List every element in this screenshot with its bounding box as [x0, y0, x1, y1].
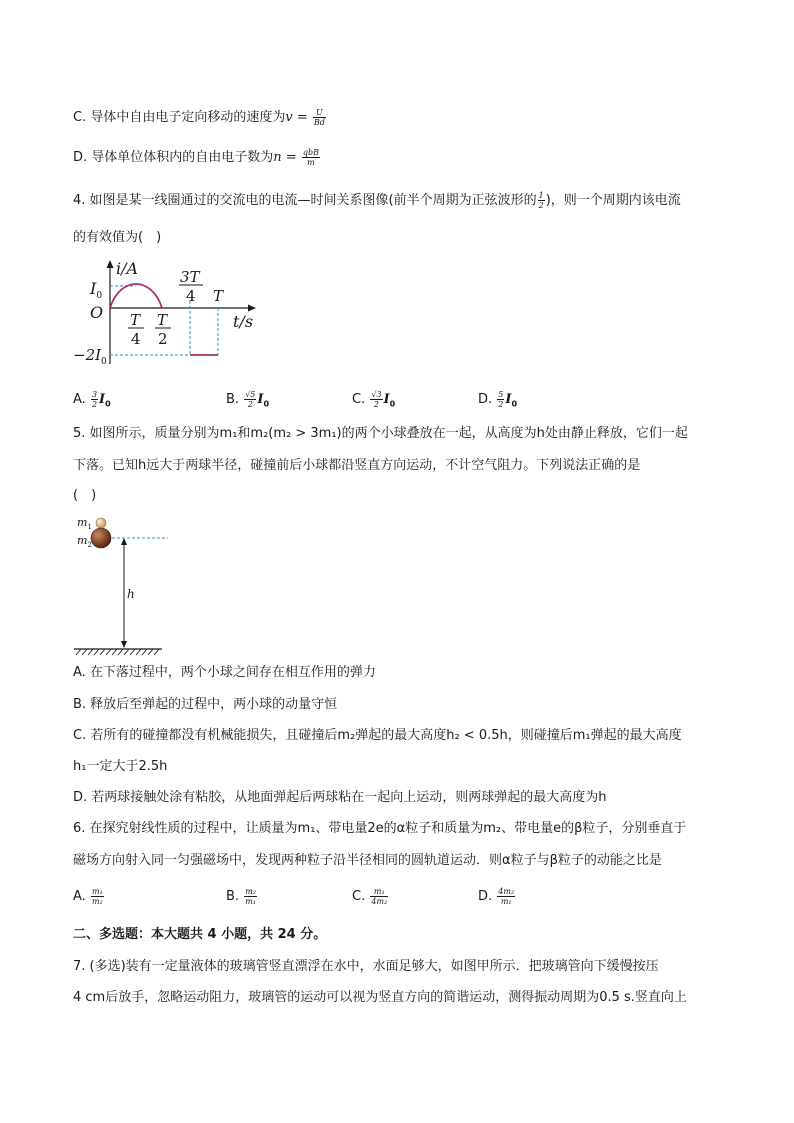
neg-2i0-label: $-2I_0$ — [73, 346, 107, 367]
fraction-numerator: 5 — [498, 390, 504, 399]
q3-option-d — [73, 148, 321, 167]
t34-num: 3T — [180, 268, 200, 286]
q3-option-c-math: v = — [285, 110, 308, 125]
option-fraction — [244, 390, 256, 409]
option-symbol: I — [99, 392, 106, 407]
option-label: D. — [478, 392, 493, 407]
option-label: A. — [73, 889, 86, 904]
fraction-numerator: 3 — [91, 390, 98, 399]
fraction-numerator: m₁ — [91, 887, 103, 896]
q6-stem-line2: 磁场方向射入同一匀强磁场中，发现两种粒子沿半径相同的圆轨道运动．则α粒子与β粒子的动能之比是 — [73, 853, 662, 868]
y-axis-label: i/A — [116, 259, 139, 278]
fraction-denominator: 2 — [373, 400, 379, 409]
q7-stem-line1: 7. (多选)装有一定量液体的玻璃管竖直漂浮在水中，水面足够大，如图甲所示．把玻璃管向下缓慢按压 — [73, 959, 659, 974]
option-fraction — [244, 887, 257, 906]
section-heading-multiple-choice: 二、多选题：本大题共 4 小题，共 24 分。 — [73, 927, 327, 942]
fraction-denominator: 2 — [91, 400, 98, 409]
fraction-numerator: m₂ — [245, 887, 256, 896]
option-fraction — [370, 390, 382, 409]
fraction-denominator: m₂ — [91, 897, 103, 906]
option-symbol: I — [383, 392, 390, 407]
fraction-numerator: 4m₂ — [498, 887, 515, 896]
option-fraction — [91, 390, 98, 409]
fraction-denominator: 2 — [538, 201, 544, 210]
option-label: B. — [226, 889, 240, 904]
y-axis-arrow — [107, 260, 114, 268]
q3-option-d-fraction — [302, 148, 320, 167]
option-subscript: 0 — [263, 399, 270, 409]
option-fraction — [497, 390, 504, 409]
q4-option-c[interactable] — [352, 390, 395, 414]
fraction-numerator: m₁ — [370, 887, 388, 897]
fraction-denominator: m₁ — [245, 897, 256, 906]
ground-hatching — [76, 649, 159, 655]
q6-option-d[interactable] — [478, 887, 516, 906]
t34-den: 4 — [186, 287, 196, 305]
fraction-denominator: m — [307, 158, 315, 167]
q5-option-a[interactable]: A. 在下落过程中，两个小球之间存在相互作用的弹力 — [73, 665, 376, 680]
q5-stem-line2: 下落。已知h远大于两球半径，碰撞前后小球都沿竖直方向运动，不计空气阻力。下列说法正确的是 — [73, 458, 641, 473]
ball-m2 — [91, 528, 111, 548]
x-axis-arrow — [248, 305, 256, 312]
height-arrow-top — [121, 538, 127, 545]
q4-stem-text-end: )，则一个周期内该电流 — [545, 193, 681, 208]
q5-stem-line1: 5. 如图所示，质量分别为m₁和m₂(m₂ > 3m₁)的两个小球叠放在一起，从高度为h处由静止释放，它们一起 — [73, 426, 688, 441]
m1-label: $m_1$ — [77, 516, 92, 531]
option-label: B. — [226, 392, 240, 407]
q4-stem-line2: 的有效值为( ) — [73, 230, 162, 245]
t2-den: 2 — [158, 330, 168, 348]
i0-label: $I_0$ — [90, 279, 103, 301]
fraction-denominator: 4m₂ — [371, 897, 388, 906]
q5-option-c-line1[interactable]: C. 若所有的碰撞都没有机械能损失，且碰撞后m₂弹起的最大高度h₂ < 0.5h，则碰撞后m₁弹起的最大高度 — [73, 728, 682, 743]
h-label: h — [127, 587, 135, 601]
q5-option-d[interactable]: D. 若两球接触处涂有粘胶，从地面弹起后两球粘在一起向上运动，则两球弹起的最大高度为h — [73, 790, 607, 805]
origin-label: O — [90, 303, 104, 322]
q7-stem-line2: 4 cm后放手，忽略运动阻力，玻璃管的运动可以视为竖直方向的简谐运动，测得振动周期为0.5 s.竖直向上 — [73, 990, 687, 1005]
q4-option-b[interactable] — [226, 390, 269, 414]
q6-option-c[interactable] — [352, 887, 389, 906]
option-label: C. — [352, 392, 366, 407]
q6-option-a[interactable] — [73, 887, 105, 906]
q5-stem-line3: ( ) — [73, 488, 97, 503]
option-subscript: 0 — [389, 399, 396, 409]
x-axis-label: t/s — [233, 312, 254, 331]
q5-option-b[interactable]: B. 释放后至弹起的过程中，两小球的动量守恒 — [73, 697, 338, 712]
fraction-numerator: U — [313, 108, 326, 118]
q4-current-time-graph — [73, 256, 268, 371]
q4-half-fraction — [538, 191, 545, 210]
fraction-numerator: √3 — [371, 390, 382, 399]
q3-option-d-text: D. 导体单位体积内的自由电子数为 — [73, 150, 274, 165]
t4-num: T — [130, 311, 141, 329]
q4-stem-line1 — [73, 191, 681, 210]
fraction-denominator: m₁ — [500, 897, 512, 906]
option-subscript: 0 — [511, 399, 518, 409]
q3-option-d-math: n = — [273, 150, 297, 165]
sine-half-wave — [110, 284, 162, 308]
t2-num: T — [157, 311, 168, 329]
q5-stacked-balls-figure — [72, 512, 172, 656]
option-fraction — [497, 887, 515, 906]
q3-option-c-text: C. 导体中自由电子定向移动的速度为 — [73, 110, 286, 125]
option-label: C. — [352, 889, 366, 904]
height-arrow-bottom — [121, 641, 127, 648]
q3-option-c — [73, 108, 327, 127]
fraction-numerator: qbB — [302, 148, 319, 157]
m2-label: $m_2$ — [77, 534, 92, 549]
option-fraction — [91, 887, 104, 906]
fraction-denominator: 2 — [498, 400, 504, 409]
q4-stem-text: 4. 如图是某一线圈通过的交流电的电流—时间关系图像(前半个周期为正弦波形的 — [73, 193, 537, 208]
option-symbol: I — [505, 392, 512, 407]
fraction-numerator: 1 — [538, 191, 544, 200]
t-label: T — [213, 287, 224, 305]
q6-option-b[interactable] — [226, 887, 258, 906]
ball-m1 — [96, 518, 106, 528]
q4-option-a[interactable] — [73, 390, 111, 414]
t4-den: 4 — [131, 330, 141, 348]
fraction-numerator: √5 — [245, 390, 256, 399]
fraction-denominator: 2 — [247, 400, 253, 409]
q3-option-c-fraction — [313, 108, 326, 127]
q4-option-d[interactable] — [478, 390, 517, 414]
option-fraction — [370, 887, 388, 906]
q5-option-c-line2[interactable]: h₁一定大于2.5h — [73, 759, 168, 774]
q6-stem-line1: 6. 在探究射线性质的过程中，让质量为m₁、带电量2e的α粒子和质量为m₂、带电量e的β粒子，分别垂直于 — [73, 821, 687, 836]
fraction-denominator: Bd — [313, 118, 325, 127]
option-symbol: I — [257, 392, 264, 407]
option-label: D. — [478, 889, 493, 904]
option-subscript: 0 — [105, 399, 111, 409]
option-label: A. — [73, 392, 86, 407]
